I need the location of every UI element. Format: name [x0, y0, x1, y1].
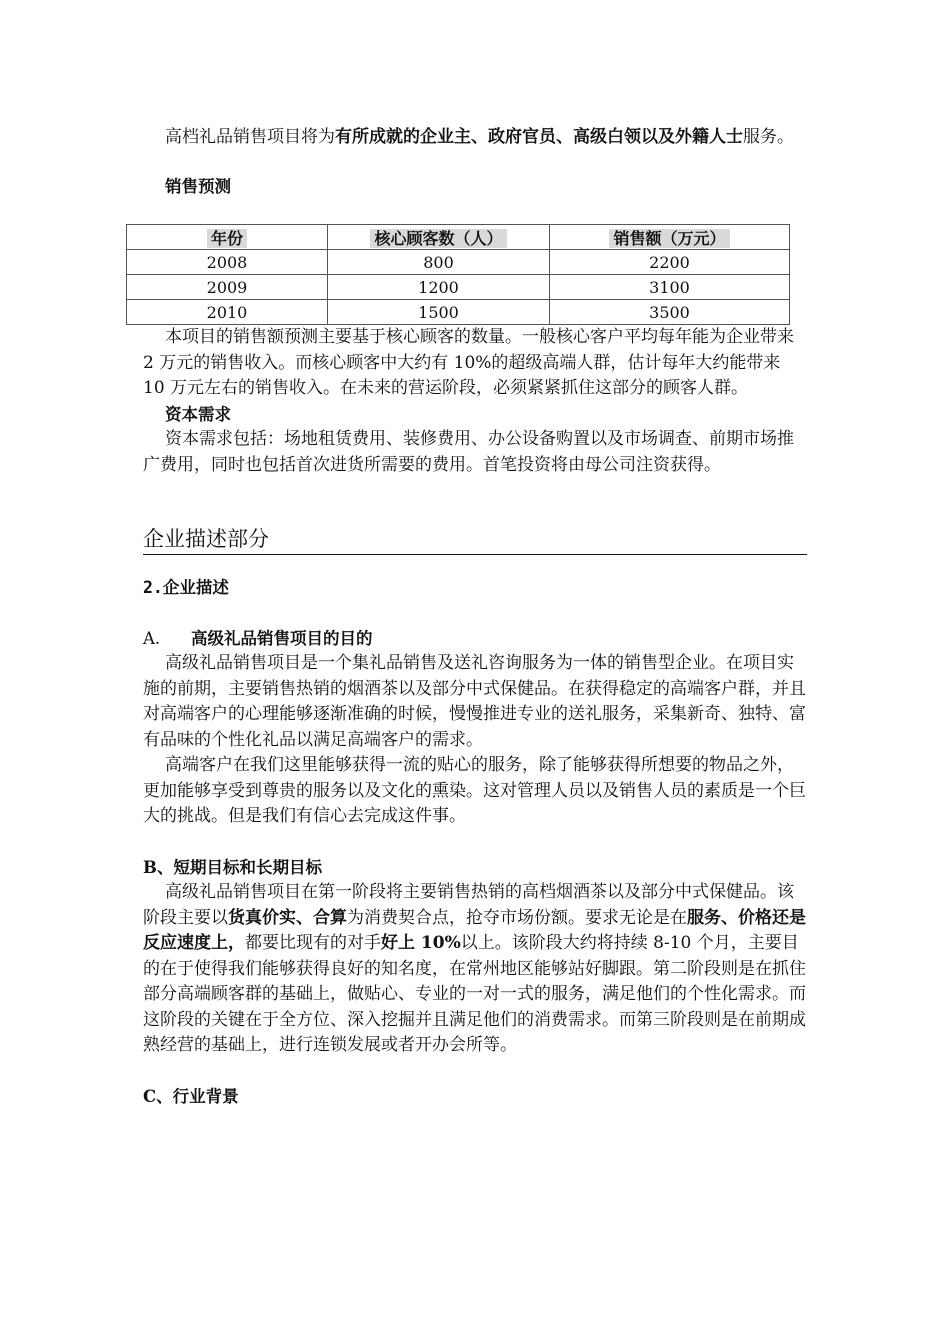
sales-forecast-table — [126, 224, 790, 325]
cell-year: 2009 — [127, 275, 328, 300]
sub-title: 2.企业描述 — [143, 578, 229, 597]
header-sales-amount: 销售额（万元） — [609, 229, 729, 248]
table-row — [127, 275, 790, 300]
capital-heading: 资本需求 — [165, 404, 231, 424]
capital-paragraph: 资本需求包括：场地租赁费用、装修费用、办公设备购置以及市场调查、前期市场推广费用，同时也包括首次进货所需要的费用。首笔投资将由母公司注资获得。 — [143, 429, 794, 475]
part-b-text-1: 高级礼品销售项目在第一阶段将主要销售热销的高档烟酒茶以及部分中式保健品。该阶段主要以 — [143, 882, 794, 928]
intro-paragraph — [143, 125, 807, 151]
header-core-customers: 核心顾客数（人） — [370, 229, 506, 248]
part-a-title: 高级礼品销售项目的目的 — [191, 628, 373, 648]
section-title: 企业描述部分 — [143, 524, 807, 555]
document-body — [143, 325, 807, 1109]
cell-customers: 1500 — [328, 300, 550, 325]
forecast-paragraph: 本项目的销售额预测主要基于核心顾客的数量。一般核心客户平均每年能为企业带来 2 万元的销售收入。而核心顾客中大约有 10%的超级高端人群，估计每年大约能带来 10 万元左右的销售收入。在未来的营运阶段，必须紧紧抓住这部分的顾客人群。 — [143, 327, 794, 398]
forecast-heading: 销售预测 — [165, 177, 231, 196]
part-c-heading: C、行业背景 — [143, 1086, 239, 1106]
cell-sales: 3100 — [550, 275, 790, 300]
intro-text-end: 服务。 — [743, 127, 794, 147]
cell-sales: 2200 — [550, 250, 790, 275]
part-b-text-2: 为消费契合点，抢夺市场份额。要求无论是在 — [347, 907, 687, 928]
part-a-paragraph-1: 高级礼品销售项目是一个集礼品销售及送礼咨询服务为一体的销售型企业。在项目实施的前期，主要销售热销的烟酒茶以及部分中式保健品。在获得稳定的高端客户群，并且对高端客户的心理能够逐渐准确的时候，慢慢推进专业的送礼服务，采集新奇、独特、富有品味的个性化礼品以满足高端客户的需求。 — [143, 653, 806, 750]
part-a-label: A. — [143, 628, 161, 648]
part-b-bold-2: 服务、价格还是反应速度上， — [143, 907, 806, 953]
cell-sales: 3500 — [550, 300, 790, 325]
intro-text-start: 高档礼品销售项目将为 — [165, 127, 335, 147]
header-year: 年份 — [207, 229, 247, 248]
part-b-bold-1: 货真价实、合算 — [228, 907, 347, 928]
part-b-text-4: 以上。该阶段大约将持续 8-10 个月，主要目的在于使得我们能够获得良好的知名度，在常州地区能够站好脚跟。第二阶段则是在抓住部分高端顾客群的基础上，做贴心、专业的一对一式的服务，满足他们的个性化需求。而这阶段的关键在于全方位、深入挖掘并且满足他们的消费需求。而第三阶段则是在前期成熟经营的基础上，进行连锁发展或者开办会所等。 — [143, 933, 806, 1055]
cell-customers: 1200 — [328, 275, 550, 300]
part-b-text-3: 都要比现有的对手 — [245, 933, 381, 953]
table-row — [127, 250, 790, 275]
part-b-bold-3: 好上 10% — [381, 933, 461, 953]
cell-year: 2008 — [127, 250, 328, 275]
cell-customers: 800 — [328, 250, 550, 275]
intro-target-customers: 有所成就的企业主、政府官员、高级白领以及外籍人士 — [335, 127, 743, 147]
part-b-paragraph — [143, 880, 807, 1059]
table-header-row — [127, 225, 790, 250]
part-a-heading — [143, 626, 807, 652]
part-a-paragraph-2: 高端客户在我们这里能够获得一流的贴心的服务，除了能够获得所想要的物品之外，更加能够享受到尊贵的服务以及文化的熏染。这对管理人员以及销售人员的素质是一个巨大的挑战。但是我们有信心去完成这件事。 — [143, 755, 806, 826]
part-b-heading: B、短期目标和长期目标 — [143, 857, 322, 877]
cell-year: 2010 — [127, 300, 328, 325]
table-row — [127, 300, 790, 325]
